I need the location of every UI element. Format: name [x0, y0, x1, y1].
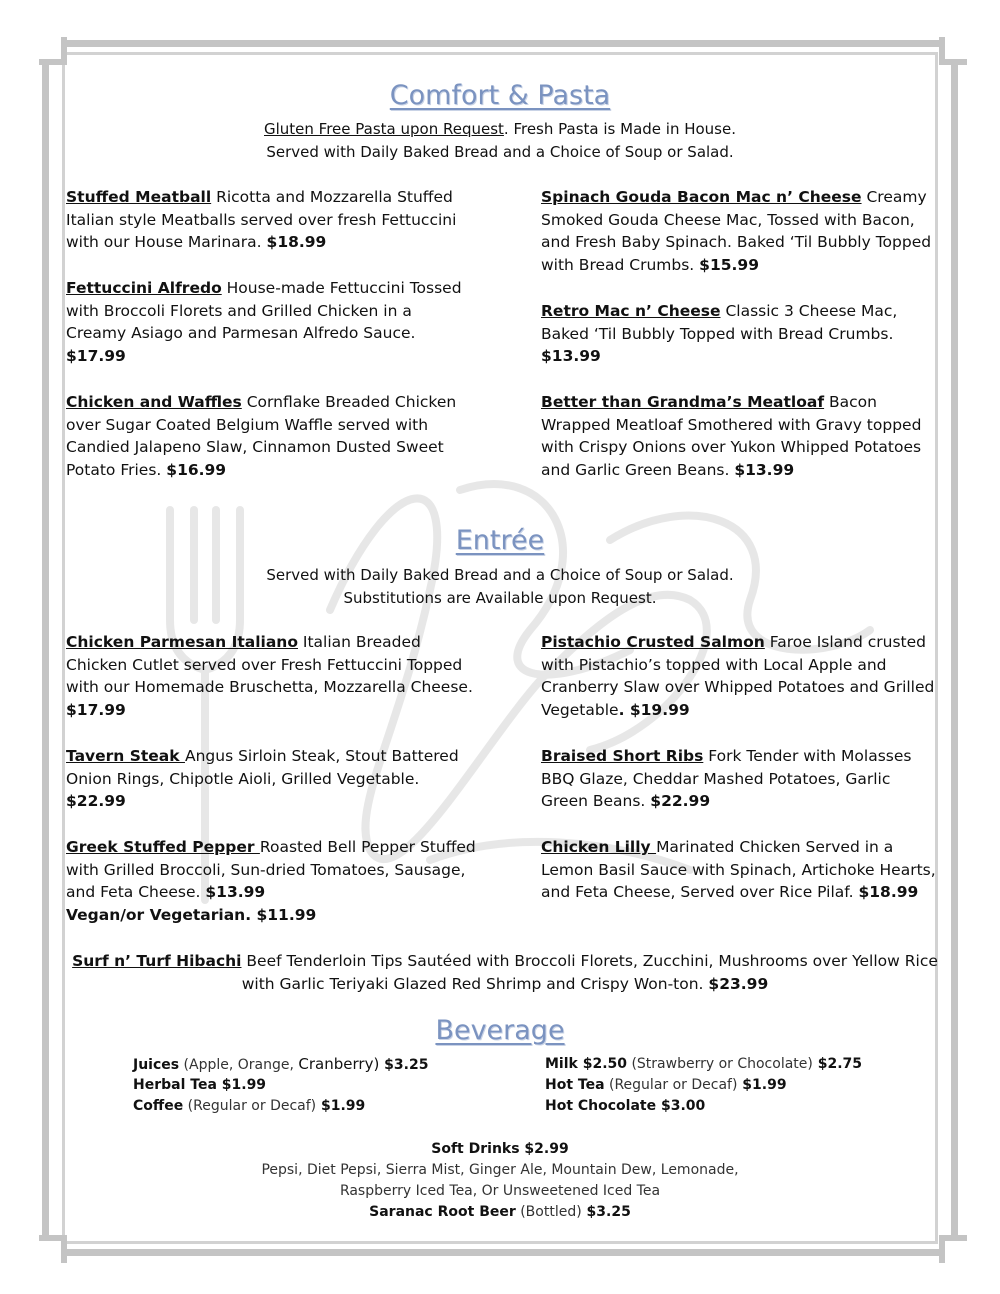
menu-item: [66, 745, 476, 813]
beverage-name: Juices: [133, 1057, 180, 1073]
item-description: Beef Tenderloin Tips Sautéed with Broccoli Florets, Zucchini, Mushrooms over Yellow Rice with Garlic Teriyaki Glazed Red Shrimp and Crispy Won-ton.: [241, 952, 938, 993]
item-price: $13.99: [205, 883, 266, 902]
menu-item: [66, 631, 476, 722]
item-name: Chicken Parmesan Italiano: [66, 633, 298, 651]
root-beer-name: Saranac Root Beer: [369, 1204, 516, 1220]
item-price: $13.99: [734, 461, 795, 480]
item-description: Faroe Island crusted with Pistachio’s topped with Local Apple and Cranberry Slaw over Whipped Potatoes and Grilled Vegetable: [541, 633, 935, 720]
item-description: Fork Tender with Molasses BBQ Glaze, Cheddar Mashed Potatoes, Garlic Green Beans.: [541, 747, 912, 811]
fresh-pasta-note: . Fresh Pasta is Made in House.: [503, 120, 736, 138]
item-price: $22.99: [66, 792, 126, 811]
item-name: Retro Mac n’ Cheese: [541, 302, 721, 320]
item-name: Pistachio Crusted Salmon: [541, 633, 765, 651]
menu-item: [66, 391, 476, 482]
beverage-name: Hot Chocolate $3.00: [545, 1098, 706, 1114]
menu-item: [541, 186, 941, 277]
corner-ornament: [39, 1235, 67, 1263]
section-title-comfort-pasta: Comfort & Pasta: [389, 80, 611, 111]
beverage-price: $1.99: [316, 1098, 366, 1114]
item-name: Better than Grandma’s Meatloaf: [541, 393, 825, 411]
beverage-price: $1.99: [737, 1077, 787, 1093]
beverage-item: [133, 1096, 365, 1117]
item-price: $18.99: [266, 233, 327, 252]
item-price: $15.99: [699, 256, 759, 275]
item-price: $17.99: [66, 347, 126, 366]
soft-drinks-title: [0, 1139, 1000, 1160]
root-beer-item: [0, 1202, 1000, 1223]
beverage-price: $3.25: [379, 1057, 429, 1073]
beverage-options-extra: Cranberry): [298, 1055, 380, 1073]
item-name: Spinach Gouda Bacon Mac n’ Cheese: [541, 188, 862, 206]
item-price: $13.99: [541, 347, 601, 366]
beverage-options: (Regular or Decaf): [604, 1077, 738, 1093]
section-title-beverage: Beverage: [435, 1015, 565, 1046]
menu-item: [541, 391, 941, 482]
item-price: $23.99: [708, 974, 769, 993]
beverage-item: [545, 1096, 705, 1117]
item-description: Classic 3 Cheese Mac, Baked ‘Til Bubbly Topped with Bread Crumbs.: [541, 302, 898, 343]
item-name: Surf n’ Turf Hibachi: [72, 952, 242, 970]
corner-ornament: [939, 37, 967, 65]
item-name: Tavern Steak: [66, 747, 185, 765]
item-description: Marinated Chicken Served in a Lemon Basil Sauce with Spinach, Artichoke Hearts, and Feta Cheese, Served over Rice Pilaf.: [541, 838, 936, 902]
beverage-name: Milk $2.50: [545, 1056, 627, 1072]
item-name: Fettuccini Alfredo: [66, 279, 222, 297]
menu-item: [66, 186, 476, 254]
comfort-note: [0, 118, 1000, 141]
beverage-options: (Regular or Decaf): [183, 1098, 317, 1114]
section-title-entree: Entrée: [455, 525, 545, 556]
item-description: Creamy Smoked Gouda Cheese Mac, Tossed with Bacon, and Fresh Baby Spinach. Baked ‘Til Bubbly Topped with Bread Crumbs.: [541, 188, 932, 275]
beverage-options: (Strawberry or Chocolate): [627, 1056, 813, 1072]
root-beer-price: $3.25: [581, 1204, 631, 1220]
menu-item: [66, 277, 476, 368]
item-name: Chicken and Waffles: [66, 393, 242, 411]
gluten-free-note: Gluten Free Pasta upon Request: [264, 120, 504, 138]
beverage-name: Hot Tea: [545, 1077, 605, 1093]
beverage-item: [545, 1075, 787, 1096]
beverage-name: Coffee: [133, 1098, 184, 1114]
entree-note-2: Substitutions are Available upon Request.: [343, 589, 657, 607]
beverage-name: Herbal Tea $1.99: [133, 1077, 267, 1093]
beverage-item: [133, 1075, 266, 1096]
item-description: House-made Fettuccini Tossed with Broccoli Florets and Grilled Chicken in a Creamy Asiago and Parmesan Alfredo Sauce.: [66, 279, 462, 343]
beverage-item: [545, 1054, 862, 1075]
soft-drinks-list-1: Pepsi, Diet Pepsi, Sierra Mist, Ginger Ale, Mountain Dew, Lemonade,: [261, 1162, 739, 1178]
item-price: $22.99: [650, 792, 711, 811]
entree-note-1: Served with Daily Baked Bread and a Choice of Soup or Salad.: [266, 566, 734, 584]
item-price: $18.99: [858, 883, 919, 902]
item-price: $16.99: [166, 461, 227, 480]
item-name: Chicken Lilly: [541, 838, 657, 856]
menu-item: [541, 745, 941, 813]
item-name: Stuffed Meatball: [66, 188, 212, 206]
vegan-option: Vegan/or Vegetarian. $11.99: [66, 906, 317, 925]
item-name: Braised Short Ribs: [541, 747, 704, 765]
beverage-options: (Apple, Orange,: [179, 1057, 299, 1073]
soft-drinks-list-2: Raspberry Iced Tea, Or Unsweetened Iced Tea: [339, 1183, 661, 1199]
menu-item: [541, 836, 941, 904]
beverage-price: $2.75: [812, 1056, 863, 1072]
corner-ornament: [39, 37, 67, 65]
item-description: Angus Sirloin Steak, Stout Battered Onion Rings, Chipotle Aioli, Grilled Vegetable.: [66, 747, 459, 788]
item-description: Roasted Bell Pepper Stuffed with Grilled Broccoli, Sun-dried Tomatoes, Sausage, and Feta Cheese.: [66, 838, 476, 902]
menu-item: [541, 631, 941, 722]
corner-ornament: [939, 1235, 967, 1263]
comfort-note-2: Served with Daily Baked Bread and a Choice of Soup or Salad.: [266, 143, 734, 161]
menu-item-featured: [70, 950, 940, 995]
item-price: . $19.99: [618, 701, 690, 720]
item-description: Ricotta and Mozzarella Stuffed Italian style Meatballs served over fresh Fettuccini with our House Marinara.: [66, 188, 457, 252]
item-price: $17.99: [66, 701, 126, 720]
menu-item: [66, 836, 476, 927]
beverage-item: [133, 1054, 428, 1076]
menu-item: [541, 300, 941, 368]
item-description: Italian Breaded Chicken Cutlet served over Fresh Fettuccini Topped with our Homemade Bruschetta, Mozzarella Cheese.: [66, 633, 473, 697]
item-description: Cornflake Breaded Chicken over Sugar Coated Belgium Waffle served with Candied Jalapeno Slaw, Cinnamon Dusted Sweet Potato Fries.: [66, 393, 457, 480]
item-description: Bacon Wrapped Meatloaf Smothered with Gravy topped with Crispy Onions over Yukon Whipped Potatoes and Garlic Green Beans.: [541, 393, 922, 480]
root-beer-options: (Bottled): [515, 1204, 582, 1220]
soft-drinks-label: Soft Drinks $2.99: [431, 1141, 569, 1157]
item-name: Greek Stuffed Pepper: [66, 838, 260, 856]
